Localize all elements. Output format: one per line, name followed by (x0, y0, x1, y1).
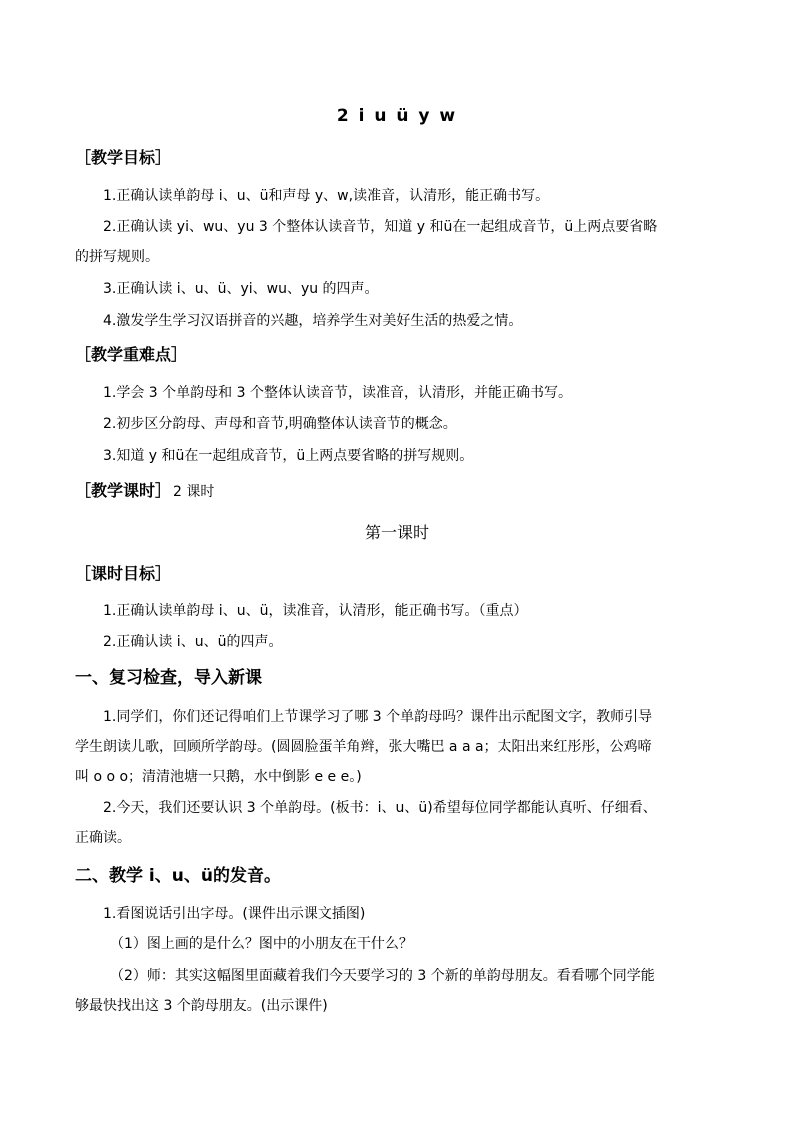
goal-line-1: 1.正确认读单韵母 i、u、ü和声母 y、w,读准音，认清形，能正确书写。 (103, 188, 550, 204)
teaching-goals-heading: ［教学目标］ (75, 148, 172, 167)
lesson1-goals-heading: ［课时目标］ (75, 564, 172, 583)
part1-line-1: 1.同学们，你们还记得咱们上节课学习了哪 3 个单韵母吗？课件出示配图文字，教师引导 (103, 709, 653, 725)
part1-heading: 一、复习检查，导入新课 (75, 668, 262, 688)
keypoint-line-2: 2.初步区分韵母、声母和音节,明确整体认读音节的概念。 (103, 416, 457, 432)
part2-line-3: （2）师：其实这幅图里面藏着我们今天要学习的 3 个新的单韵母朋友。看看哪个同学能 (110, 968, 655, 984)
part2-line-1: 1.看图说话引出字母。(课件出示课文插图) (103, 906, 366, 922)
part2-heading: 二、教学 i、u、ü的发音。 (75, 866, 281, 886)
part1-line-4: 2.今天，我们还要认识 3 个单韵母。(板书：i、u、ü)希望每位同学都能认真听、仔细看、 (103, 800, 657, 816)
keypoints-heading: ［教学重难点］ (75, 345, 188, 364)
part1-line-5: 正确读。 (75, 830, 131, 846)
keypoint-line-3: 3.知道 y 和ü在一起组成音节，ü上两点要省略的拼写规则。 (103, 448, 474, 464)
hours-value: 2 课时 (173, 484, 215, 500)
part2-line-4: 够最快找出这 3 个韵母朋友。(出示课件) (75, 998, 328, 1014)
hours-line (75, 481, 214, 502)
goal-line-4: 4.激发学生学习汉语拼音的兴趣，培养学生对美好生活的热爱之情。 (103, 313, 523, 329)
lesson1-title: 第一课时 (364, 523, 429, 542)
lesson-title: 2 i u ü y w (336, 106, 458, 126)
goal-line-2-cont: 的拼写规则。 (75, 249, 159, 265)
keypoint-line-1: 1.学会 3 个单韵母和 3 个整体认读音节，读准音，认清形，并能正确书写。 (103, 385, 572, 401)
part1-line-2: 学生朗读儿歌，回顾所学韵母。(圆圆脸蛋羊角辫，张大嘴巴 a a a；太阳出来红彤彤，公鸡啼 (75, 739, 652, 755)
lesson1-goal-1: 1.正确认读单韵母 i、u、ü，读准音，认清形，能正确书写。（重点） (103, 603, 528, 619)
lesson1-goal-2: 2.正确认读 i、u、ü的四声。 (103, 634, 283, 650)
goal-line-2: 2.正确认读 yi、wu、yu 3 个整体认读音节，知道 y 和ü在一起组成音节，ü上两点要省略 (103, 219, 658, 235)
part1-line-3: 叫 o o o；清清池塘一只鹅，水中倒影 e e e。) (75, 769, 362, 785)
part2-line-2: （1）图上画的是什么？图中的小朋友在干什么？ (110, 936, 413, 952)
hours-heading: ［教学课时］ (75, 481, 172, 500)
goal-line-3: 3.正确认读 i、u、ü、yi、wu、yu 的四声。 (103, 281, 379, 297)
